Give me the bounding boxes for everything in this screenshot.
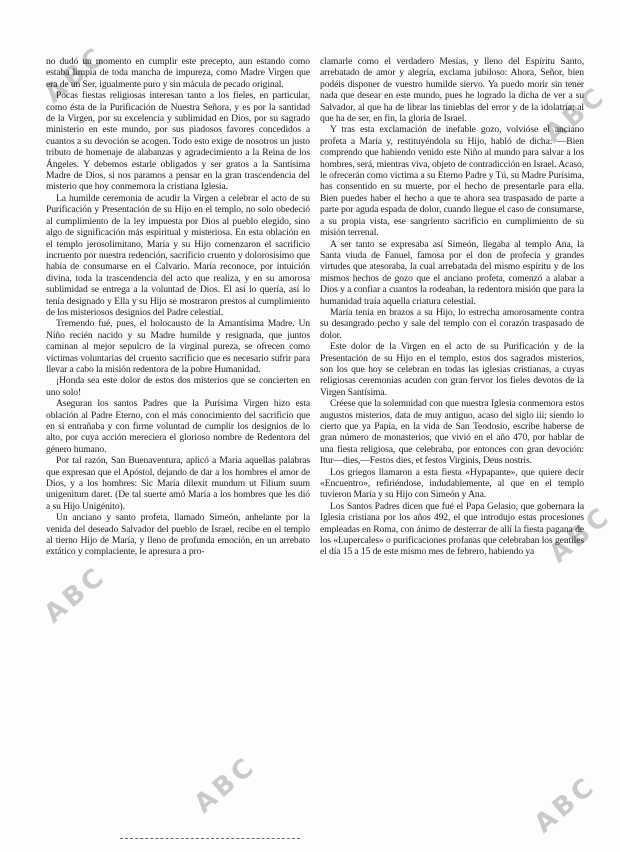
paragraph: Aseguran los santos Padres que la Purísima Virgen hizo esta oblación al Padre Eterno, con el más conocimiento del sacrificio que en sí entrañaba y con firme voluntad de cumplir los designios de lo alto, por cuya acción mereciera el glorioso nombre de Redentora del género humano. xyxy=(46,398,310,455)
paragraph: Los griegos llamaron a esta fiesta «Hypapante», que quiere decir «Encuentro», refiriéndose, indudablemente, al que en el templo tuvieron María y su Hijo con Simeón y Ana. xyxy=(320,466,584,501)
paragraph: clamarle como el verdadero Mesías, y lleno del Espíritu Santo, arrebatado de amor y alegría, exclama jubiloso: Ahora, Señor, bien podéis disponer de vuestro humilde siervo. Ya puedo morir sin tener nada que desear en este mundo, pues he logrado la dicha de ver a su Salvador, al que ha de librar las tinieblas del error y de la idolatría; al que ha de ser, en fin, la gloria de Israel. xyxy=(320,56,584,125)
paragraph: María tenía en brazos a su Hijo, lo estrecha amorosamente contra su desangrado pecho y sale del templo con el corazón traspasado de dolor. xyxy=(320,306,584,341)
abc-watermark: ABC xyxy=(38,40,113,110)
footer-rule xyxy=(120,838,300,839)
paragraph: Tremendo fué, pues, el holocausto de la Amantísima Madre. Un Niño recién nacido y su Madre humilde y resignada, que juntos caminan al mejor sepulcro de la virginal pureza, se ofrecen como víctimas voluntarias del cruento sacrificio que es necesario sufrir para llevar a cabo la misión redentora de la pobre Humanidad. xyxy=(46,318,310,375)
paragraph: no dudó un momento en cumplir este precepto, aun estando como estaba limpia de toda mancha de impureza, como Madre Virgen que era de un Ser, igualmente puro y sin mácula de pecado original. xyxy=(46,56,310,90)
paragraph: ¡Honda sea este dolor de estos dos misterios que se concierten en uno solo! xyxy=(46,375,310,398)
paragraph: A ser tanto se expresaba así Simeón, llegaba al templo Ana, la Santa viuda de Fanuel, famosa por el don de profecía y grandes virtudes que atesoraba, la cual arrebatada del mismo espíritu y de los mismos hechos de gozo que el anciano profeta, comenzó a alabar a Dios y a confiar a cuantos la rodeaban, la redentora misión que para la humanidad traía aquella criatura celestial. xyxy=(320,238,584,307)
abc-watermark: ABC xyxy=(38,560,113,630)
paragraph: Este dolor de la Virgen en el acto de su Purificación y de la Presentación de su Hijo en el templo, estos dos sagrados misterios, son los que hoy se celebran en todas las iglesias cristianas, a cuyas religiosas ceremonias acuden con gran fervor los fieles devotos de la Virgen Santísima. xyxy=(320,341,584,398)
left-text-column xyxy=(46,56,310,558)
right-text-column xyxy=(320,56,584,558)
paragraph: Un anciano y santo profeta, llamado Simeón, anhelante por la venida del deseado Salvador del pueblo de Israel, recibe en el templo al tierno Hijo de María, y lleno de profunda emoción, en un arrebato extático y complaciente, le apresura a pro- xyxy=(46,512,310,558)
paragraph: Pocas fiestas religiosas interesan tanto a los fieles, en particular, como ésta de la Purificación de Nuestra Señora, y es por la santidad de la Virgen, por su excelencia y sublimidad en Dios, por su sagrado ministerio en este mundo, por sus piadosos favores concedidos a cuantos a su devoción se acogen. Todo esto exige de nosotros un justo tributo de homenaje de alabanzas y agradecimiento a la Reina de los Ángeles. Y debemos estarle obligados y ser gratos a la Santísima Madre de Dios, si nos paramos a pensar en la gran trascendencia del misterio que hoy conmemora la cristiana Iglesia. xyxy=(46,90,310,193)
abc-watermark: ABC xyxy=(528,770,603,840)
paragraph: Y tras esta exclamación de inefable gozo, volvióse el anciano profeta a María y, restituyéndola su Hijo, habló de dicha: —Bien comprendo que habiendo venido este Niño al mundo para salvar a los hombres, será, mientras viva, objeto de contradicción en Israel. Acaso, le ofrecerán como víctima a su Eterno Padre y Tú, su Madre Purísima, has consentido en su muerte, por el hecho de presentarle para ella. Bien puedes haber el hecho a que te ahora sea traspasado de parte a parte por aguda espada de dolor, cuando llegue el caso de consumarse, a su propia vista, ese sangriento sacrificio en cumplimiento de su misión terrenal. xyxy=(320,124,584,239)
paragraph: La humilde ceremonia de acudir la Virgen a celebrar el acto de su Purificación y Presentación de su Hijo en el templo, no solo obedeció al cumplimiento de la ley impuesta por Dios al pueblo elegido, sino algo de significación más espiritual y misteriosa. En esta oblación en el templo jerosolimitano, María y su Hijo comenzaron el sacrificio incruento por nuestra redención, sacrificio cruento y dolorosísimo que había de consumarse en el Calvario. María reconoce, por intuición divina, toda la trascendencia del acto que realiza, y en su amorosa sublimidad se entrega a la voluntad de Dios. El así lo quería, así lo tenía designado y Ella y su Hijo se mostraron prestos al cumplimiento de los misteriosos designios del Padre celestial. xyxy=(46,192,310,318)
paragraph: Por tal razón, San Buenaventura, aplicó a María aquellas palabras que expresan que el Apóstol, dejando de dar a los hombres el amor de Dios, y a los hombres: Sic María dilexit mundum ut Filium suum unigenitum daret. (De tal suerte amó María a los hombres que les dió a su Hijo Unigénito). xyxy=(46,455,310,512)
paragraph: Créese que la solemnidad con que nuestra Iglesia conmemora estos augustos misterios, data de muy antiguo, acaso del siglo iii; siendo lo cierto que ya Papía, en la vida de San Teodosio, escribe haberse de gran número de monasterios, que vivió en el año 470, por hablar de una fiesta religiosa, que celebraba, por entonces con gran devoción: Itur—dies,—Festos dies, et festos Virginis, Deus nostris. xyxy=(320,398,584,467)
abc-watermark: ABC xyxy=(543,500,618,570)
paragraph: Los Santos Padres dicen que fué el Papa Gelasio, que gobernara la Iglesia cristiana por los años 492, el que introdujo estas procesiones empleadas en Roma, con ánimo de desterrar de allí la fiesta pagana de los «Lupercales» o purificaciones profanas que celebraban los gentiles el día 15 a 15 de este mismo mes de febrero, habiendo ya xyxy=(320,500,584,558)
abc-watermark: ABC xyxy=(188,750,263,820)
abc-watermark: ABC xyxy=(538,80,613,150)
